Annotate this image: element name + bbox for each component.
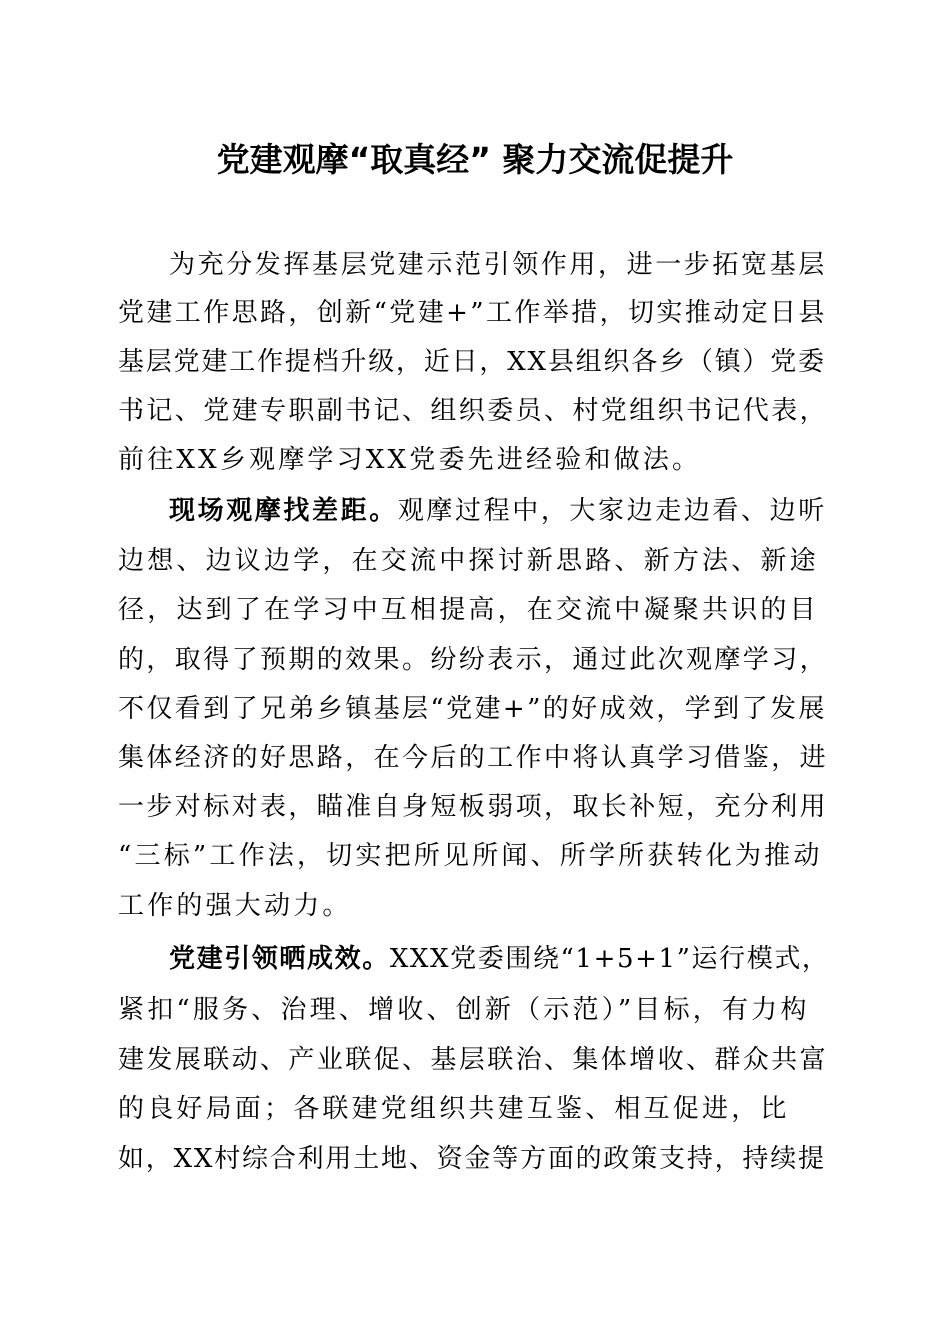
paragraph-2-line: 的，取得了预期的效果。纷纷表示，通过此次观摩学习， <box>118 645 829 675</box>
paragraph-3-line: 建发展联动、产业联促、基层联治、集体增收、群众共富 <box>118 1045 829 1075</box>
paragraph-3-line: 紧扣“服务、治理、增收、创新（示范）”目标，有力构 <box>118 995 810 1025</box>
paragraph-3-line: 的良好局面；各联建党组织共建互鉴、相互促进，比 <box>118 1094 790 1124</box>
paragraph-1-line: 前往XX乡观摩学习XX党委先进经验和做法。 <box>118 445 702 475</box>
paragraph-2-line: 不仅看到了兄弟乡镇基层“党建+”的好成效，学到了发展 <box>118 694 827 724</box>
paragraph-2-line: 边想、边议边学，在交流中探讨新思路、新方法、新途 <box>118 546 819 576</box>
paragraph-1-line: 基层党建工作提档升级，近日，XX县组织各乡（镇）党委 <box>118 347 826 377</box>
document-title: 党建观摩“取真经” 聚力交流促提升 <box>216 140 734 179</box>
paragraph-1-line: 党建工作思路，创新“党建+”工作举措，切实推动定日县 <box>118 298 827 328</box>
paragraph-2-line: 集体经济的好思路，在今后的工作中将认真学习借鉴，进 <box>118 743 829 773</box>
paragraph-3-first-line-text: XXX党委围绕“1+5+1”运行模式， <box>389 944 830 974</box>
paragraph-2-first-line <box>169 486 827 536</box>
paragraph-2-lead-heading: 现场观摩找差距。 <box>169 496 398 526</box>
paragraph-2-line: “三标”工作法，切实把所见所闻、所学所获转化为推动 <box>118 841 823 871</box>
paragraph-1-line: 为充分发挥基层党建示范引领作用，进一步拓宽基层 <box>169 250 827 280</box>
paragraph-2-line: 一步对标对表，瞄准自身短板弱项，取长补短，充分利用 <box>118 792 829 822</box>
paragraph-2-line: 径，达到了在学习中互相提高，在交流中凝聚共识的目 <box>118 595 819 625</box>
paragraph-3-first-line <box>169 934 830 984</box>
paragraph-1-line: 书记、党建专职副书记、组织委员、村党组织书记代表， <box>118 396 829 426</box>
paragraph-2-line: 工作的强大动力。 <box>118 891 352 921</box>
paragraph-2-first-line-text: 观摩过程中，大家边走边看、边听 <box>397 496 827 526</box>
paragraph-3-lead-heading: 党建引领晒成效。 <box>169 944 390 974</box>
paragraph-3-line: 如，XX村综合利用土地、资金等方面的政策支持，持续提 <box>118 1144 826 1174</box>
